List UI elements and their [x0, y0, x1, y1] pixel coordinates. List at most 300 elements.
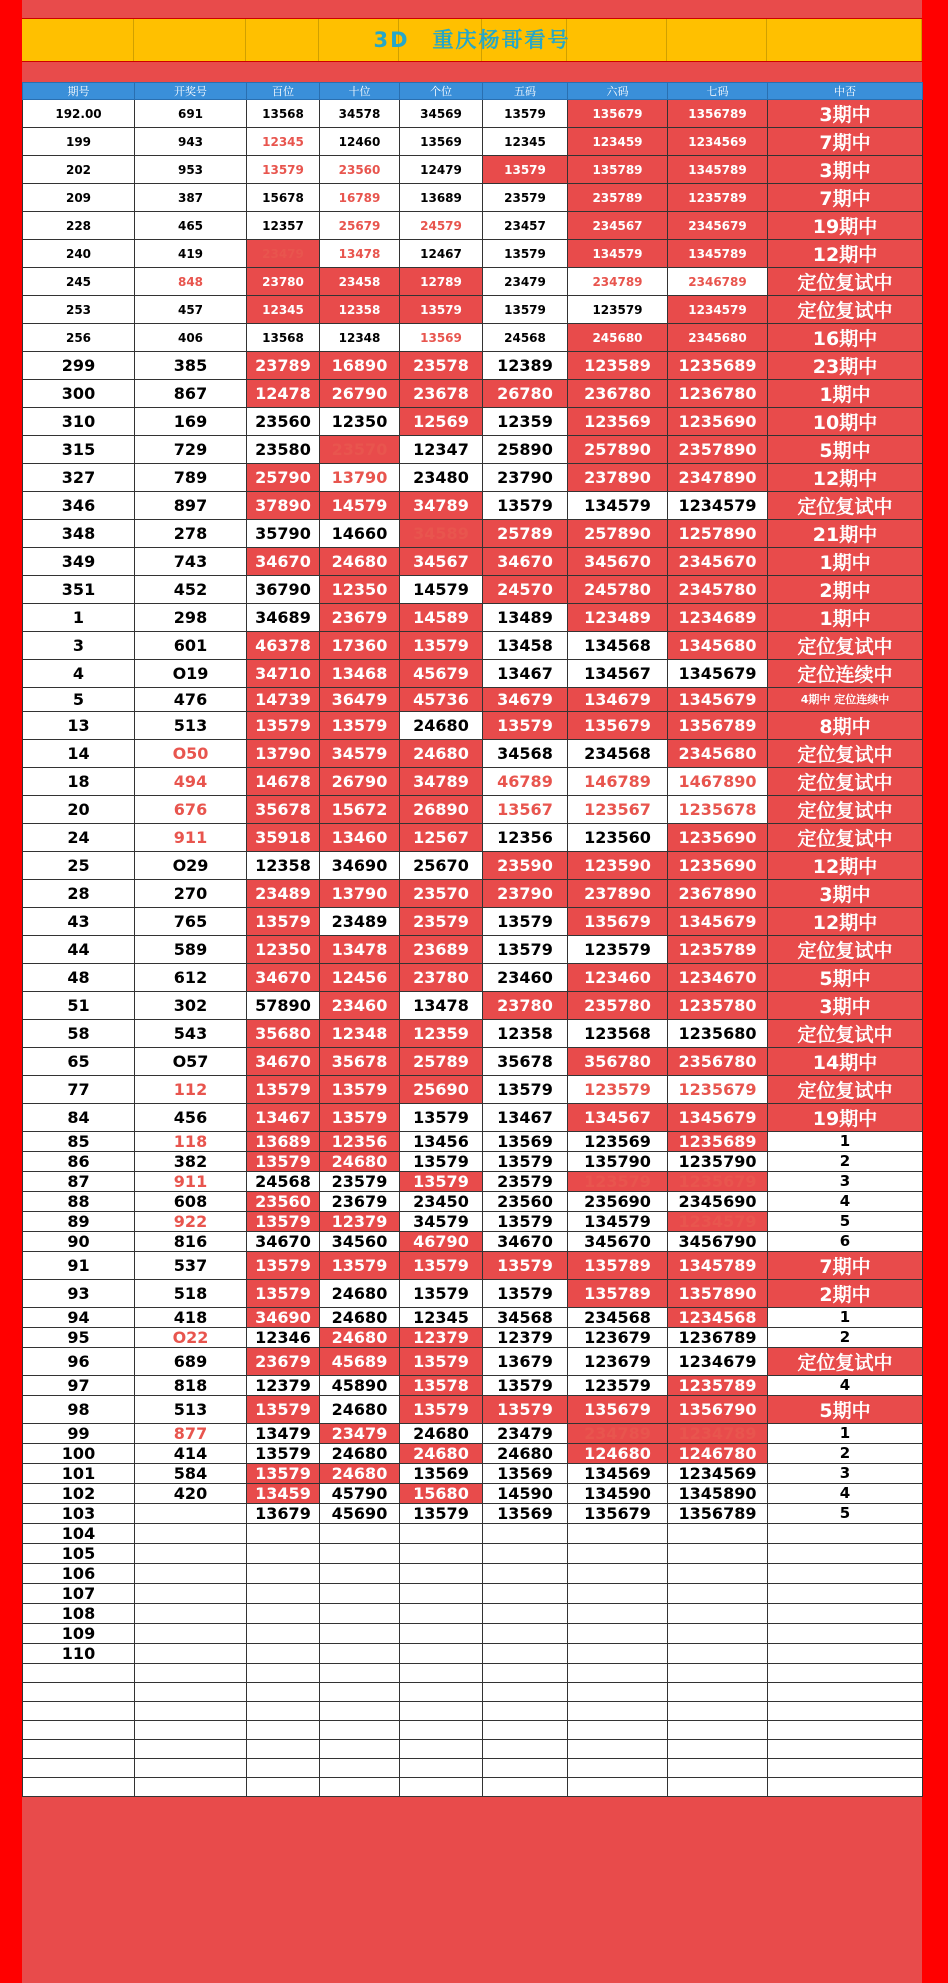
pick-cell — [483, 1603, 568, 1623]
pick-cell: 135790 — [568, 1151, 668, 1171]
table-row — [23, 576, 923, 604]
pick-cell: 123579 — [568, 1171, 668, 1191]
pick-cell: 15678 — [247, 184, 320, 212]
pick-cell: 12379 — [483, 1327, 568, 1347]
pick-cell: 13579 — [483, 492, 568, 520]
pick-cell: 1236780 — [668, 380, 768, 408]
period-cell: 108 — [23, 1603, 135, 1623]
result-cell: 1期中 — [768, 604, 923, 632]
pick-cell: 23578 — [400, 352, 483, 380]
empty-row — [23, 1777, 923, 1796]
pick-cell: 45790 — [320, 1483, 400, 1503]
pick-cell: 34670 — [247, 548, 320, 576]
table-row — [23, 464, 923, 492]
pick-cell: 2345680 — [668, 324, 768, 352]
pick-cell: 13579 — [483, 296, 568, 324]
result-cell: 1 — [768, 1307, 923, 1327]
pick-cell: 12356 — [483, 823, 568, 851]
result-cell: 定位复试中 — [768, 632, 923, 660]
pick-cell — [483, 1563, 568, 1583]
pick-cell: 12789 — [400, 268, 483, 296]
pick-cell: 13689 — [400, 184, 483, 212]
header-cell: 十位 — [320, 83, 400, 100]
empty-cell — [483, 1758, 568, 1777]
pick-cell: 135679 — [568, 100, 668, 128]
table-row — [23, 296, 923, 324]
pick-cell: 13579 — [400, 632, 483, 660]
empty-cell — [768, 1720, 923, 1739]
empty-cell — [135, 1739, 247, 1758]
table-row — [23, 660, 923, 688]
result-cell: 定位复试中 — [768, 823, 923, 851]
pick-cell: 14739 — [247, 688, 320, 712]
empty-cell — [247, 1701, 320, 1720]
pick-cell: 1235790 — [668, 1151, 768, 1171]
result-cell: 定位复试中 — [768, 795, 923, 823]
spacer-row — [22, 62, 922, 82]
result-cell: 8期中 — [768, 711, 923, 739]
draw-number-cell: 584 — [135, 1463, 247, 1483]
period-cell: 192.00 — [23, 100, 135, 128]
pick-cell: 13579 — [400, 296, 483, 324]
empty-cell — [400, 1739, 483, 1758]
pick-cell — [568, 1623, 668, 1643]
pick-cell: 14579 — [320, 492, 400, 520]
pick-cell: 13579 — [483, 711, 568, 739]
draw-number-cell: 953 — [135, 156, 247, 184]
pick-cell: 13579 — [400, 1503, 483, 1523]
pick-cell: 12389 — [483, 352, 568, 380]
result-cell: 12期中 — [768, 464, 923, 492]
table-row — [23, 352, 923, 380]
pick-cell: 12359 — [400, 1019, 483, 1047]
draw-number-cell — [135, 1543, 247, 1563]
period-cell: 209 — [23, 184, 135, 212]
result-cell: 1 — [768, 1131, 923, 1151]
period-cell: 93 — [23, 1279, 135, 1307]
pick-cell — [400, 1623, 483, 1643]
pick-cell: 13579 — [247, 156, 320, 184]
pick-cell: 24680 — [483, 1443, 568, 1463]
result-cell: 21期中 — [768, 520, 923, 548]
empty-row — [23, 1739, 923, 1758]
result-cell: 4 — [768, 1375, 923, 1395]
result-cell: 19期中 — [768, 212, 923, 240]
empty-cell — [568, 1720, 668, 1739]
period-cell: 13 — [23, 711, 135, 739]
pick-cell: 1234579 — [668, 296, 768, 324]
pick-cell — [568, 1543, 668, 1563]
empty-cell — [135, 1720, 247, 1739]
empty-cell — [320, 1701, 400, 1720]
empty-cell — [483, 1777, 568, 1796]
pick-cell: 2345780 — [668, 576, 768, 604]
period-cell: 65 — [23, 1047, 135, 1075]
period-cell: 18 — [23, 767, 135, 795]
pick-cell: 23479 — [483, 268, 568, 296]
pick-cell: 23780 — [483, 991, 568, 1019]
empty-cell — [768, 1758, 923, 1777]
pick-cell: 13579 — [247, 1211, 320, 1231]
table-row — [23, 851, 923, 879]
pick-cell: 123567 — [568, 795, 668, 823]
pick-cell — [400, 1543, 483, 1563]
pick-cell: 13579 — [400, 1151, 483, 1171]
result-cell: 1期中 — [768, 380, 923, 408]
period-cell: 96 — [23, 1347, 135, 1375]
pick-cell: 23479 — [247, 240, 320, 268]
pick-cell — [483, 1543, 568, 1563]
pick-cell: 23560 — [247, 1191, 320, 1211]
draw-number-cell — [135, 1643, 247, 1663]
draw-number-cell: 298 — [135, 604, 247, 632]
pick-cell: 12467 — [400, 240, 483, 268]
result-cell: 19期中 — [768, 1103, 923, 1131]
pick-cell: 1345789 — [668, 1251, 768, 1279]
empty-cell — [768, 1777, 923, 1796]
pick-cell: 13579 — [247, 1151, 320, 1171]
result-cell: 定位复试中 — [768, 767, 923, 795]
pick-cell: 13478 — [320, 240, 400, 268]
pick-cell: 13579 — [400, 1251, 483, 1279]
pick-cell: 34568 — [483, 739, 568, 767]
pick-cell: 13478 — [400, 991, 483, 1019]
pick-cell: 13489 — [483, 604, 568, 632]
pick-cell — [400, 1583, 483, 1603]
pick-cell: 134590 — [568, 1483, 668, 1503]
pick-cell: 13467 — [483, 1103, 568, 1131]
empty-cell — [568, 1682, 668, 1701]
pick-cell: 234789 — [568, 268, 668, 296]
empty-cell — [768, 1739, 923, 1758]
empty-cell — [400, 1777, 483, 1796]
pick-cell: 12345 — [483, 128, 568, 156]
draw-number-cell: 112 — [135, 1075, 247, 1103]
pick-cell: 135679 — [568, 1395, 668, 1423]
pick-cell: 123579 — [568, 1375, 668, 1395]
empty-cell — [568, 1758, 668, 1777]
pick-cell: 1235680 — [668, 1019, 768, 1047]
pick-cell — [483, 1523, 568, 1543]
pick-cell: 123579 — [568, 296, 668, 324]
pick-cell: 46789 — [483, 767, 568, 795]
table-row — [23, 1423, 923, 1443]
pick-cell: 1234569 — [668, 128, 768, 156]
pick-cell: 12379 — [400, 1327, 483, 1347]
empty-cell — [135, 1663, 247, 1682]
result-cell: 定位复试中 — [768, 296, 923, 324]
draw-number-cell: O19 — [135, 660, 247, 688]
result-cell: 3 — [768, 1171, 923, 1191]
table-row — [23, 212, 923, 240]
pick-cell: 34560 — [320, 1231, 400, 1251]
empty-cell — [768, 1663, 923, 1682]
draw-number-cell: 867 — [135, 380, 247, 408]
pick-cell: 26790 — [320, 767, 400, 795]
draw-number-cell: 118 — [135, 1131, 247, 1151]
period-cell: 346 — [23, 492, 135, 520]
pick-cell: 14678 — [247, 767, 320, 795]
period-cell: 94 — [23, 1307, 135, 1327]
pick-cell: 356780 — [568, 1047, 668, 1075]
pick-cell: 34568 — [483, 1307, 568, 1327]
empty-row — [23, 1682, 923, 1701]
pick-cell: 12347 — [400, 436, 483, 464]
result-cell: 23期中 — [768, 352, 923, 380]
period-cell: 14 — [23, 739, 135, 767]
pick-cell: 134579 — [568, 1211, 668, 1231]
pick-cell: 245780 — [568, 576, 668, 604]
header-cell: 六码 — [568, 83, 668, 100]
table-row — [23, 907, 923, 935]
pick-cell: 135679 — [568, 711, 668, 739]
table-row — [23, 1503, 923, 1523]
pick-cell: 23790 — [483, 879, 568, 907]
pick-cell: 13579 — [400, 1347, 483, 1375]
pick-cell: 13579 — [483, 100, 568, 128]
pick-cell: 23489 — [247, 879, 320, 907]
pick-cell: 26790 — [320, 380, 400, 408]
pick-cell — [400, 1563, 483, 1583]
pick-cell: 123459 — [568, 128, 668, 156]
pick-cell: 1234569 — [668, 1463, 768, 1483]
pick-cell: 24680 — [320, 1279, 400, 1307]
empty-cell — [668, 1701, 768, 1720]
result-cell — [768, 1563, 923, 1583]
result-cell: 4 — [768, 1483, 923, 1503]
pick-cell: 135679 — [568, 1503, 668, 1523]
draw-number-cell: 457 — [135, 296, 247, 324]
pick-cell — [668, 1583, 768, 1603]
result-cell: 2 — [768, 1443, 923, 1463]
period-cell: 228 — [23, 212, 135, 240]
pick-cell: 1235690 — [668, 408, 768, 436]
result-cell: 3期中 — [768, 879, 923, 907]
pick-cell — [247, 1643, 320, 1663]
empty-cell — [320, 1663, 400, 1682]
period-cell: 199 — [23, 128, 135, 156]
pick-cell: 13579 — [320, 1251, 400, 1279]
pick-cell: 46378 — [247, 632, 320, 660]
pick-cell: 23570 — [400, 879, 483, 907]
pick-cell: 12567 — [400, 823, 483, 851]
pick-cell: 23780 — [400, 963, 483, 991]
pick-cell: 13579 — [483, 935, 568, 963]
pick-cell: 13579 — [247, 1251, 320, 1279]
pick-cell: 23489 — [320, 907, 400, 935]
pick-cell: 1234789 — [668, 1423, 768, 1443]
pick-cell: 12379 — [247, 1375, 320, 1395]
pick-cell: 2345680 — [668, 739, 768, 767]
table-row — [23, 1347, 923, 1375]
pick-cell: 35680 — [247, 1019, 320, 1047]
pick-cell: 135789 — [568, 156, 668, 184]
empty-cell — [320, 1739, 400, 1758]
result-cell: 10期中 — [768, 408, 923, 436]
draw-number-cell: 601 — [135, 632, 247, 660]
result-cell: 定位连续中 — [768, 660, 923, 688]
pick-cell: 1345679 — [668, 660, 768, 688]
period-cell: 88 — [23, 1191, 135, 1211]
pick-cell: 2345679 — [668, 212, 768, 240]
pick-cell: 24680 — [320, 1443, 400, 1463]
draw-number-cell: 612 — [135, 963, 247, 991]
period-cell: 95 — [23, 1327, 135, 1347]
pick-cell: 1235679 — [668, 1075, 768, 1103]
pick-cell: 13579 — [483, 907, 568, 935]
pick-cell: 24680 — [320, 548, 400, 576]
pick-cell: 45890 — [320, 1375, 400, 1395]
pick-cell: 45736 — [400, 688, 483, 712]
pick-cell: 34679 — [483, 688, 568, 712]
table-row — [23, 100, 923, 128]
pick-cell: 24680 — [320, 1151, 400, 1171]
draw-number-cell: 169 — [135, 408, 247, 436]
pick-cell: 345670 — [568, 548, 668, 576]
period-cell: 256 — [23, 324, 135, 352]
pick-cell: 14590 — [483, 1483, 568, 1503]
empty-cell — [247, 1777, 320, 1796]
period-cell: 106 — [23, 1563, 135, 1583]
pick-cell: 23479 — [483, 1423, 568, 1443]
result-cell — [768, 1583, 923, 1603]
result-cell: 5期中 — [768, 436, 923, 464]
pick-cell: 24680 — [320, 1307, 400, 1327]
period-cell: 351 — [23, 576, 135, 604]
pick-cell: 13579 — [320, 1075, 400, 1103]
result-cell: 定位复试中 — [768, 268, 923, 296]
pick-cell: 24570 — [483, 576, 568, 604]
pick-cell: 23579 — [483, 184, 568, 212]
pick-cell — [320, 1543, 400, 1563]
pick-cell: 24680 — [400, 739, 483, 767]
pick-cell: 34670 — [483, 1231, 568, 1251]
draw-number-cell: 543 — [135, 1019, 247, 1047]
pick-cell: 12357 — [247, 212, 320, 240]
pick-cell: 36790 — [247, 576, 320, 604]
pick-cell: 26780 — [483, 380, 568, 408]
pick-cell: 13579 — [247, 1395, 320, 1423]
pick-cell: 1234568 — [668, 1307, 768, 1327]
pick-cell: 134568 — [568, 632, 668, 660]
draw-number-cell: 789 — [135, 464, 247, 492]
pick-cell — [247, 1523, 320, 1543]
table-row — [23, 963, 923, 991]
empty-cell — [568, 1701, 668, 1720]
pick-cell: 34689 — [247, 604, 320, 632]
pick-cell: 1246780 — [668, 1443, 768, 1463]
pick-cell: 234568 — [568, 739, 668, 767]
pick-cell: 13579 — [320, 711, 400, 739]
pick-cell: 13467 — [247, 1103, 320, 1131]
pick-cell: 24568 — [483, 324, 568, 352]
pick-cell: 23458 — [320, 268, 400, 296]
pick-cell: 13579 — [247, 907, 320, 935]
pick-cell: 1356789 — [668, 711, 768, 739]
pick-cell: 35678 — [247, 795, 320, 823]
empty-cell — [400, 1758, 483, 1777]
empty-cell — [483, 1720, 568, 1739]
result-cell — [768, 1623, 923, 1643]
pick-cell: 23679 — [247, 1347, 320, 1375]
header-cell: 五码 — [483, 83, 568, 100]
pick-cell: 34579 — [400, 1211, 483, 1231]
table-row — [23, 1327, 923, 1347]
pick-cell: 13579 — [400, 1279, 483, 1307]
header-cell: 中否 — [768, 83, 923, 100]
pick-cell: 123590 — [568, 851, 668, 879]
period-cell: 58 — [23, 1019, 135, 1047]
pick-cell: 25789 — [483, 520, 568, 548]
pick-cell: 12569 — [400, 408, 483, 436]
draw-number-cell: 818 — [135, 1375, 247, 1395]
draw-number-cell: 420 — [135, 1483, 247, 1503]
draw-number-cell: 743 — [135, 548, 247, 576]
pick-cell: 35678 — [320, 1047, 400, 1075]
pick-cell: 13579 — [247, 1279, 320, 1307]
empty-cell — [568, 1777, 668, 1796]
empty-cell — [568, 1663, 668, 1682]
empty-cell — [135, 1701, 247, 1720]
pick-cell: 1235689 — [668, 352, 768, 380]
empty-cell — [483, 1663, 568, 1682]
result-cell: 4 — [768, 1191, 923, 1211]
pick-cell: 23579 — [483, 1171, 568, 1191]
pick-cell: 13679 — [483, 1347, 568, 1375]
pick-cell: 13579 — [483, 1375, 568, 1395]
draw-number-cell: 270 — [135, 879, 247, 907]
period-cell: 100 — [23, 1443, 135, 1463]
empty-cell — [135, 1682, 247, 1701]
period-cell: 103 — [23, 1503, 135, 1523]
pick-cell: 1235690 — [668, 823, 768, 851]
draw-number-cell — [135, 1603, 247, 1623]
pick-cell: 13467 — [483, 660, 568, 688]
empty-cell — [23, 1663, 135, 1682]
empty-cell — [768, 1682, 923, 1701]
pick-cell: 2357890 — [668, 436, 768, 464]
period-cell: 86 — [23, 1151, 135, 1171]
pick-cell: 23789 — [247, 352, 320, 380]
pick-cell: 34690 — [320, 851, 400, 879]
empty-cell — [400, 1682, 483, 1701]
pick-cell: 13567 — [483, 795, 568, 823]
draw-number-cell: 689 — [135, 1347, 247, 1375]
pick-cell: 345670 — [568, 1231, 668, 1251]
pick-cell: 35790 — [247, 520, 320, 548]
pick-cell: 2346789 — [668, 268, 768, 296]
draw-number-cell: O50 — [135, 739, 247, 767]
pick-cell: 13790 — [247, 739, 320, 767]
table-row — [23, 1395, 923, 1423]
result-cell: 14期中 — [768, 1047, 923, 1075]
pick-cell: 14589 — [400, 604, 483, 632]
pick-cell: 237890 — [568, 879, 668, 907]
empty-cell — [135, 1758, 247, 1777]
period-cell: 299 — [23, 352, 135, 380]
pick-cell — [400, 1603, 483, 1623]
pick-cell: 34589 — [400, 520, 483, 548]
pick-cell: 124680 — [568, 1443, 668, 1463]
pick-cell: 1235678 — [668, 795, 768, 823]
result-cell — [768, 1523, 923, 1543]
empty-cell — [247, 1663, 320, 1682]
pick-cell: 1356789 — [668, 100, 768, 128]
period-cell: 104 — [23, 1523, 135, 1543]
pick-cell: 23450 — [400, 1191, 483, 1211]
pick-cell: 134579 — [568, 492, 668, 520]
pick-cell: 123679 — [568, 1327, 668, 1347]
